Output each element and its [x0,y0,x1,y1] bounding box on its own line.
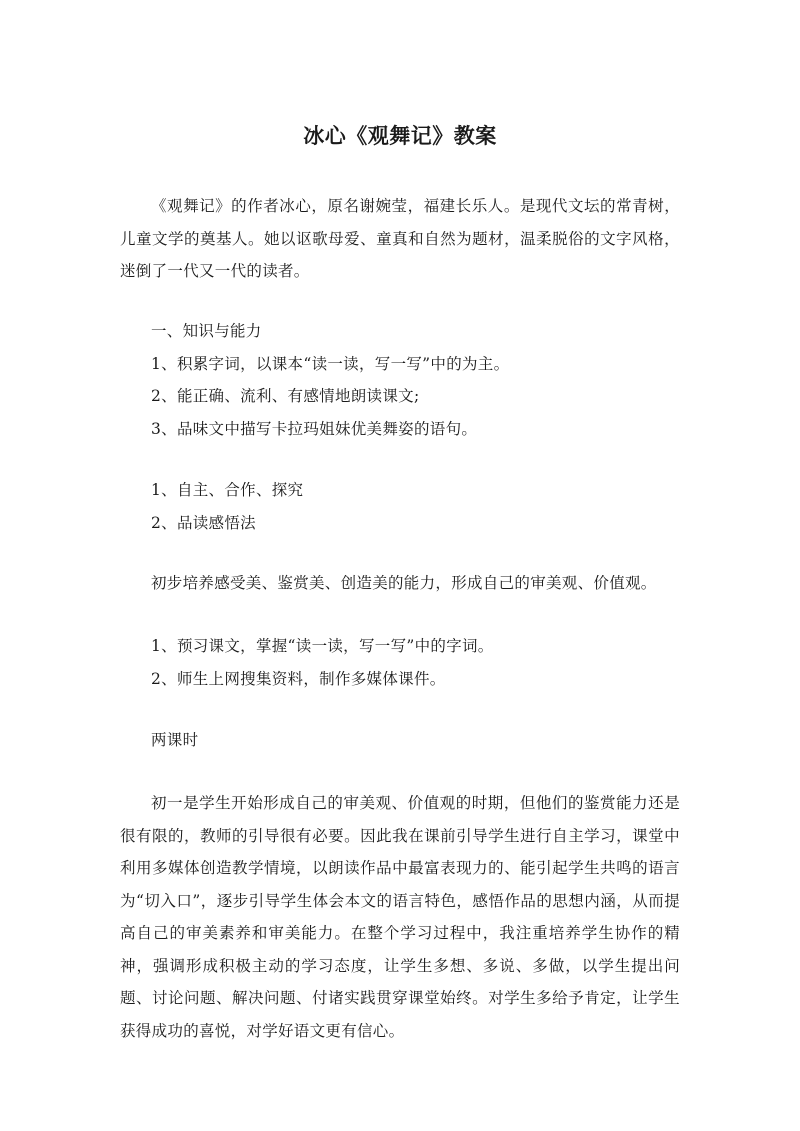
list-item: 3、品味文中描写卡拉玛姐妹优美舞姿的语句。 [151,419,478,438]
class-hours-section [120,724,680,757]
list-item: 2、能正确、流利、有感情地朗读课文; [151,387,420,405]
intro-paragraph: 《观舞记》的作者冰心，原名谢婉莹，福建长乐人。是现代文坛的常青树，儿童文学的奠基人。她以讴歌母爱、童真和自然为题材，温柔脱俗的文字风格，迷倒了一代又一代的读者。 [120,197,680,280]
design-rationale-section [120,787,680,1047]
design-rationale-paragraph: 初一是学生开始形成自己的审美观、价值观的时期，但他们的鉴赏能力还是很有限的，教师的引导很有必要。因此我在课前引导学生进行自主学习，课堂中利用多媒体创造教学情境，以朗读作品中最富表现力的、能引起学生共鸣的语言为“切入口”，逐步引导学生体会本文的语言特色，感悟作品的思想内涵，从而提高自己的审美素养和审美能力。在整个学习过程中，我注重培养学生协作的精神，强调形成积极主动的学习态度，让学生多想、多说、多做，以学生提出问题、讨论问题、解决问题、付诸实践贯穿课堂始终。对学生多给予肯定，让学生获得成功的喜悦，对学好语文更有信心。 [120,794,680,1040]
methods-section [120,474,680,539]
list-item: 1、自主、合作、探究 [151,481,304,499]
emotion-goal-section [120,567,680,600]
list-item: 2、品读感悟法 [151,513,256,532]
document-title: 冰心《观舞记》教案 [303,124,497,148]
preparation-section [120,630,680,695]
list-item: 1、预习课文，掌握“读一读，写一写”中的字词。 [151,637,494,655]
intro-block [120,190,680,288]
list-item: 1、积累字词，以课本“读一读，写一写”中的为主。 [151,354,510,373]
emotion-goal-text: 初步培养感受美、鉴赏美、创造美的能力，形成自己的审美观、价值观。 [151,574,657,592]
class-hours-text: 两课时 [151,731,199,749]
knowledge-section [120,315,680,445]
section-heading: 一、知识与能力 [151,322,262,340]
list-item: 2、师生上网搜集资料，制作多媒体课件。 [151,669,446,688]
